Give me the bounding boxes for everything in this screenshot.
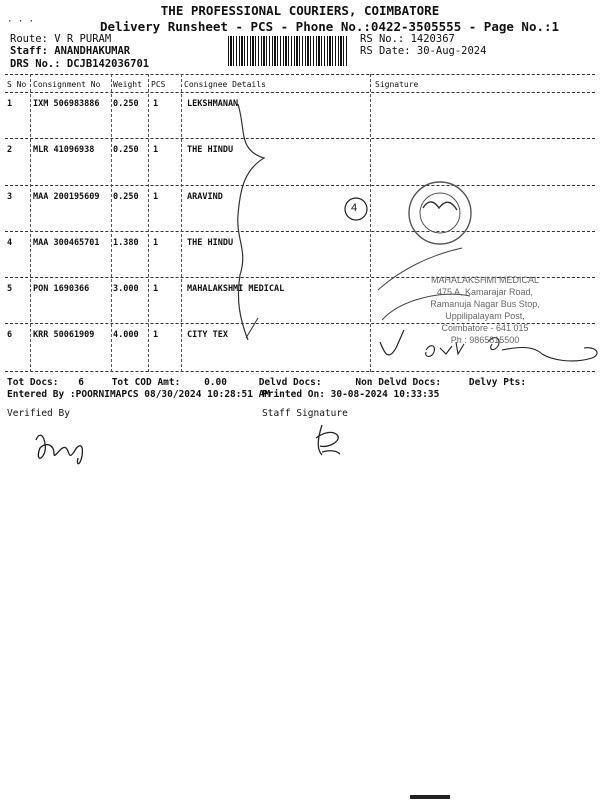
printed-on: Printed On: 30-08-2024 10:33:35: [262, 389, 440, 400]
row-pcs: 1: [153, 99, 159, 109]
row-consignment: IXM 506983886: [33, 99, 100, 109]
row-weight: 0.250: [113, 192, 139, 202]
staff-signature-label: Staff Signature: [262, 408, 348, 419]
delvd-docs-label: Delvd Docs:: [258, 377, 322, 388]
col-header-sno: S No: [7, 80, 27, 89]
row-sno: 1: [7, 99, 13, 109]
scan-dots: · · ·: [7, 17, 35, 27]
circled-number-text: 4: [351, 202, 358, 214]
runsheet-subtitle: Delivery Runsheet - PCS - Phone No.:0422-3505555 - Page No.:1: [100, 19, 560, 34]
pharmacy-stamp: [410, 274, 560, 346]
row-pcs: 1: [153, 238, 159, 248]
drs-label: DRS No.:: [10, 58, 61, 70]
row-pcs: 1: [153, 192, 159, 202]
round-stamp: [405, 178, 475, 248]
row-pcs: 1: [153, 145, 159, 155]
row-weight: 0.250: [113, 99, 139, 109]
row-sno: 4: [7, 238, 13, 248]
route-value: V R PURAM: [54, 33, 112, 45]
route-label: Route:: [10, 33, 48, 45]
row-consignee: LEKSHMANAN: [187, 99, 239, 109]
company-title: THE PROFESSIONAL COURIERS, COIMBATORE: [160, 3, 440, 18]
col-header-pcs: PCS: [151, 80, 166, 89]
scan-mark: [410, 795, 450, 799]
row-consignment: MAA 200195609: [33, 192, 100, 202]
delvy-pts-label: Delvy Pts:: [468, 377, 527, 388]
row-consignee: THE HINDU: [187, 145, 234, 155]
row-weight: 1.380: [113, 238, 139, 248]
row-consignee: THE HINDU: [187, 238, 234, 248]
stamp-line: MAHALAKSHMI MEDICAL: [430, 275, 540, 285]
entered-by: Entered By :POORNIMAPCS 08/30/2024 10:28:51 AM: [7, 389, 271, 400]
col-header-weight: Weight: [113, 80, 142, 89]
rs-date-value: 30-Aug-2024: [416, 45, 487, 57]
row-sno: 2: [7, 145, 13, 155]
row-weight: 0.250: [113, 145, 139, 155]
tot-docs-value: 6: [78, 377, 84, 388]
verified-by-label: Verified By: [7, 408, 70, 419]
row-sno: 6: [7, 330, 13, 340]
col-header-signature: Signature: [375, 80, 419, 89]
staff-label: Staff:: [10, 45, 48, 57]
col-header-consignee: Consignee Details: [184, 80, 266, 89]
row-pcs: 1: [153, 330, 159, 340]
row-weight: 3.000: [113, 284, 139, 294]
tot-cod-label: Tot COD Amt:: [111, 377, 181, 388]
row-weight: 4.000: [113, 330, 139, 340]
row-consignment: KRR 50061909: [33, 330, 95, 340]
rs-no-label: RS No.:: [360, 33, 405, 45]
stamp-line: Coimbatore - 641 015: [441, 323, 529, 333]
row-consignment: MLR 41096938: [33, 145, 95, 155]
rs-no-value: 1420367: [410, 33, 455, 45]
row-sno: 5: [7, 284, 13, 294]
row-sno: 3: [7, 192, 13, 202]
tot-cod-value: 0.00: [204, 377, 227, 388]
stamp-line: Uppilipalayam Post,: [445, 311, 525, 321]
row-consignee: CITY TEX: [187, 330, 228, 340]
drs-value: DCJB142036701: [66, 58, 150, 70]
row-consignee: MAHALAKSHMI MEDICAL: [187, 284, 285, 294]
tot-docs-label: Tot Docs:: [7, 377, 59, 388]
row-pcs: 1: [153, 284, 159, 294]
stamp-line: Ramanuja Nagar Bus Stop,: [430, 299, 540, 309]
col-header-consignment: Consignment No: [33, 80, 101, 89]
stamp-line: 475 A, Kamarajar Road,: [436, 287, 534, 297]
stamp-line: Ph : 9865815500: [450, 335, 520, 345]
totals-line: [7, 377, 526, 388]
row-consignee: ARAVIND: [187, 192, 223, 202]
rs-date-label: RS Date:: [360, 45, 411, 57]
circled-number: [343, 196, 373, 226]
row-consignment: PON 1690366: [33, 284, 90, 294]
non-delvd-docs-label: Non Delvd Docs:: [355, 377, 442, 388]
row-consignment: MAA 300465701: [33, 238, 100, 248]
staff-value: ANANDHAKUMAR: [54, 45, 131, 57]
